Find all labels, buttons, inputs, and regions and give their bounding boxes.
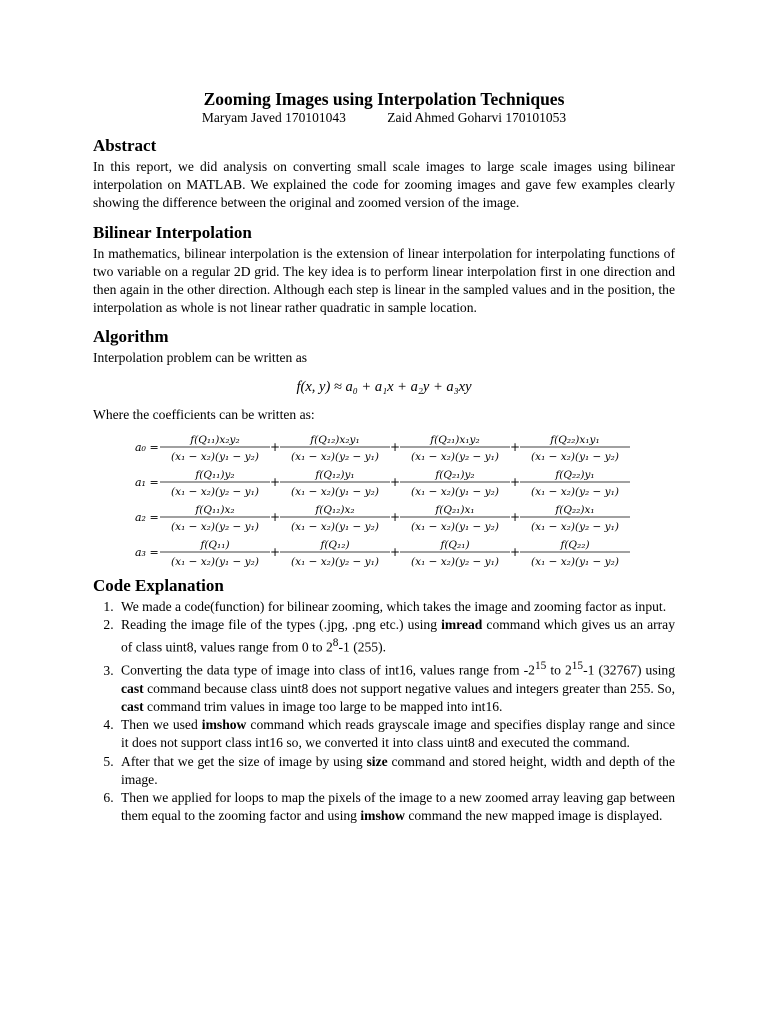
interpolation-equation: f(x, y) ≈ a₀ + a₁x + a₂y + a₃xy [296, 378, 472, 395]
code-step-3: 3. Converting the data type of image into class of int16, values range from $-2^{15}$ to $2^{15}-1$ (32767) using cast command because class uint8 does not support negative values and integers greater than 255. So, cast command trim values in image too large to be mapped into int16. [117, 657, 675, 716]
coefficient-equations-figure [135, 430, 635, 570]
algorithm-heading: Algorithm [93, 327, 169, 347]
paper-page [93, 88, 675, 825]
plus-sign: + [509, 509, 521, 524]
coef-num-1-0: f(Q₁₁)y₂ [195, 468, 235, 481]
author-2: Zaid Ahmed Goharvi 170101053 [387, 110, 567, 125]
coef-den-0-2: (x₁ − x₂)(y₂ − y₁) [411, 450, 499, 463]
abstract-heading: Abstract [93, 136, 157, 155]
coef-num-2-3: f(Q₂₂)x₁ [555, 503, 595, 516]
plus-sign: + [269, 439, 281, 454]
coef-num-1-1: f(Q₁₂)y₁ [315, 468, 355, 481]
coef-den-3-0: (x₁ − x₂)(y₁ − y₂) [171, 555, 259, 568]
coef-den-3-3: (x₁ − x₂)(y₁ − y₂) [531, 555, 619, 568]
coef-lhs-1: a₁ = [135, 475, 159, 489]
coef-den-1-0: (x₁ − x₂)(y₂ − y₁) [171, 485, 259, 498]
coef-den-2-1: (x₁ − x₂)(y₁ − y₂) [291, 520, 379, 533]
coef-num-2-2: f(Q₂₁)x₁ [435, 503, 475, 516]
coef-num-1-3: f(Q₂₂)y₁ [555, 468, 595, 481]
plus-sign: + [269, 474, 281, 489]
code-step-1: 1. We made a code(function) for bilinear zooming, which takes the image and zooming factor as input. [117, 598, 675, 616]
coef-lhs-3: a₃ = [135, 545, 159, 559]
coef-den-3-1: (x₁ − x₂)(y₂ − y₁) [291, 555, 379, 568]
coef-lhs-2: a₂ = [135, 510, 159, 524]
abstract-text: In this report, we did analysis on converting small scale images to large scale images using bilinear interpolation on MATLAB. We explained the code for zooming images and gave few examples clearly showing the difference between the original and zoomed version of the image. [93, 159, 675, 211]
coef-num-3-3: f(Q₂₂) [560, 538, 590, 551]
coef-den-0-0: (x₁ − x₂)(y₁ − y₂) [171, 450, 259, 463]
coef-den-2-0: (x₁ − x₂)(y₂ − y₁) [171, 520, 259, 533]
code-step-4: 4. Then we used imshow command which reads grayscale image and specifies display range and since it does not support class int16 so, we converted it into class uint8 and executed the command. [117, 716, 675, 752]
code-explanation-heading: Code Explanation [93, 575, 224, 595]
coef-den-1-1: (x₁ − x₂)(y₁ − y₂) [291, 485, 379, 498]
bilinear-text: In mathematics, bilinear interpolation is the extension of linear interpolation for interpolating functions of two variable on a regular 2D grid. The key idea is to perform linear interpolation first in one direction and then again in the other direction. Although each step is linear in the sampled values and in the position, the interpolation as whole is not linear rather quadratic in sample location. [93, 245, 675, 316]
coef-num-0-0: f(Q₁₁)x₂y₂ [190, 433, 240, 446]
coef-den-0-1: (x₁ − x₂)(y₂ − y₁) [291, 450, 379, 463]
coef-lhs-0: a₀ = [135, 440, 159, 454]
coef-num-0-3: f(Q₂₂)x₁y₁ [550, 433, 600, 446]
plus-sign: + [509, 474, 521, 489]
coef-num-3-0: f(Q₁₁) [200, 538, 230, 551]
coef-den-2-2: (x₁ − x₂)(y₁ − y₂) [411, 520, 499, 533]
bilinear-heading: Bilinear Interpolation [93, 222, 252, 242]
coef-num-0-2: f(Q₂₁)x₁y₂ [430, 433, 480, 446]
coef-num-2-0: f(Q₁₁)x₂ [195, 503, 235, 516]
plus-sign: + [269, 544, 281, 559]
coef-den-0-3: (x₁ − x₂)(y₁ − y₂) [531, 450, 619, 463]
coef-num-1-2: f(Q₂₁)y₂ [435, 468, 475, 481]
coef-num-3-2: f(Q₂₁) [440, 538, 470, 551]
plus-sign: + [509, 439, 521, 454]
authors-line [93, 110, 675, 126]
author-1: Maryam Javed 170101043 [201, 110, 346, 125]
code-step-5: 5. After that we get the size of image by using size command and stored height, width and depth of the image. [117, 753, 675, 789]
plus-sign: + [389, 439, 401, 454]
coef-num-0-1: f(Q₁₂)x₂y₁ [310, 433, 360, 446]
algorithm-intro: Interpolation problem can be written as [93, 350, 308, 366]
coef-den-1-3: (x₁ − x₂)(y₂ − y₁) [531, 485, 619, 498]
code-step-2: 2. Reading the image file of the types (.jpg, .png etc.) using imread command which gives us an array of class uint8, values range from 0 to $2^8-1$ (255). [117, 616, 675, 657]
coefficients-intro: Where the coefficients can be written as: [93, 406, 315, 422]
plus-sign: + [389, 474, 401, 489]
coef-num-3-1: f(Q₁₂) [320, 538, 350, 551]
plus-sign: + [389, 509, 401, 524]
plus-sign: + [389, 544, 401, 559]
coefficient-equations [135, 430, 635, 570]
coef-num-2-1: f(Q₁₂)x₂ [315, 503, 355, 516]
plus-sign: + [509, 544, 521, 559]
paper-title: Zooming Images using Interpolation Techniques [203, 89, 565, 109]
plus-sign: + [269, 509, 281, 524]
code-step-6: 6. Then we applied for loops to map the pixels of the image to a new zoomed array leaving gap between them equal to the zooming factor and using imshow command the new mapped image is displayed. [117, 789, 675, 825]
code-explanation-list [93, 598, 675, 826]
coef-den-1-2: (x₁ − x₂)(y₁ − y₂) [411, 485, 499, 498]
coef-den-2-3: (x₁ − x₂)(y₂ − y₁) [531, 520, 619, 533]
coef-den-3-2: (x₁ − x₂)(y₂ − y₁) [411, 555, 499, 568]
